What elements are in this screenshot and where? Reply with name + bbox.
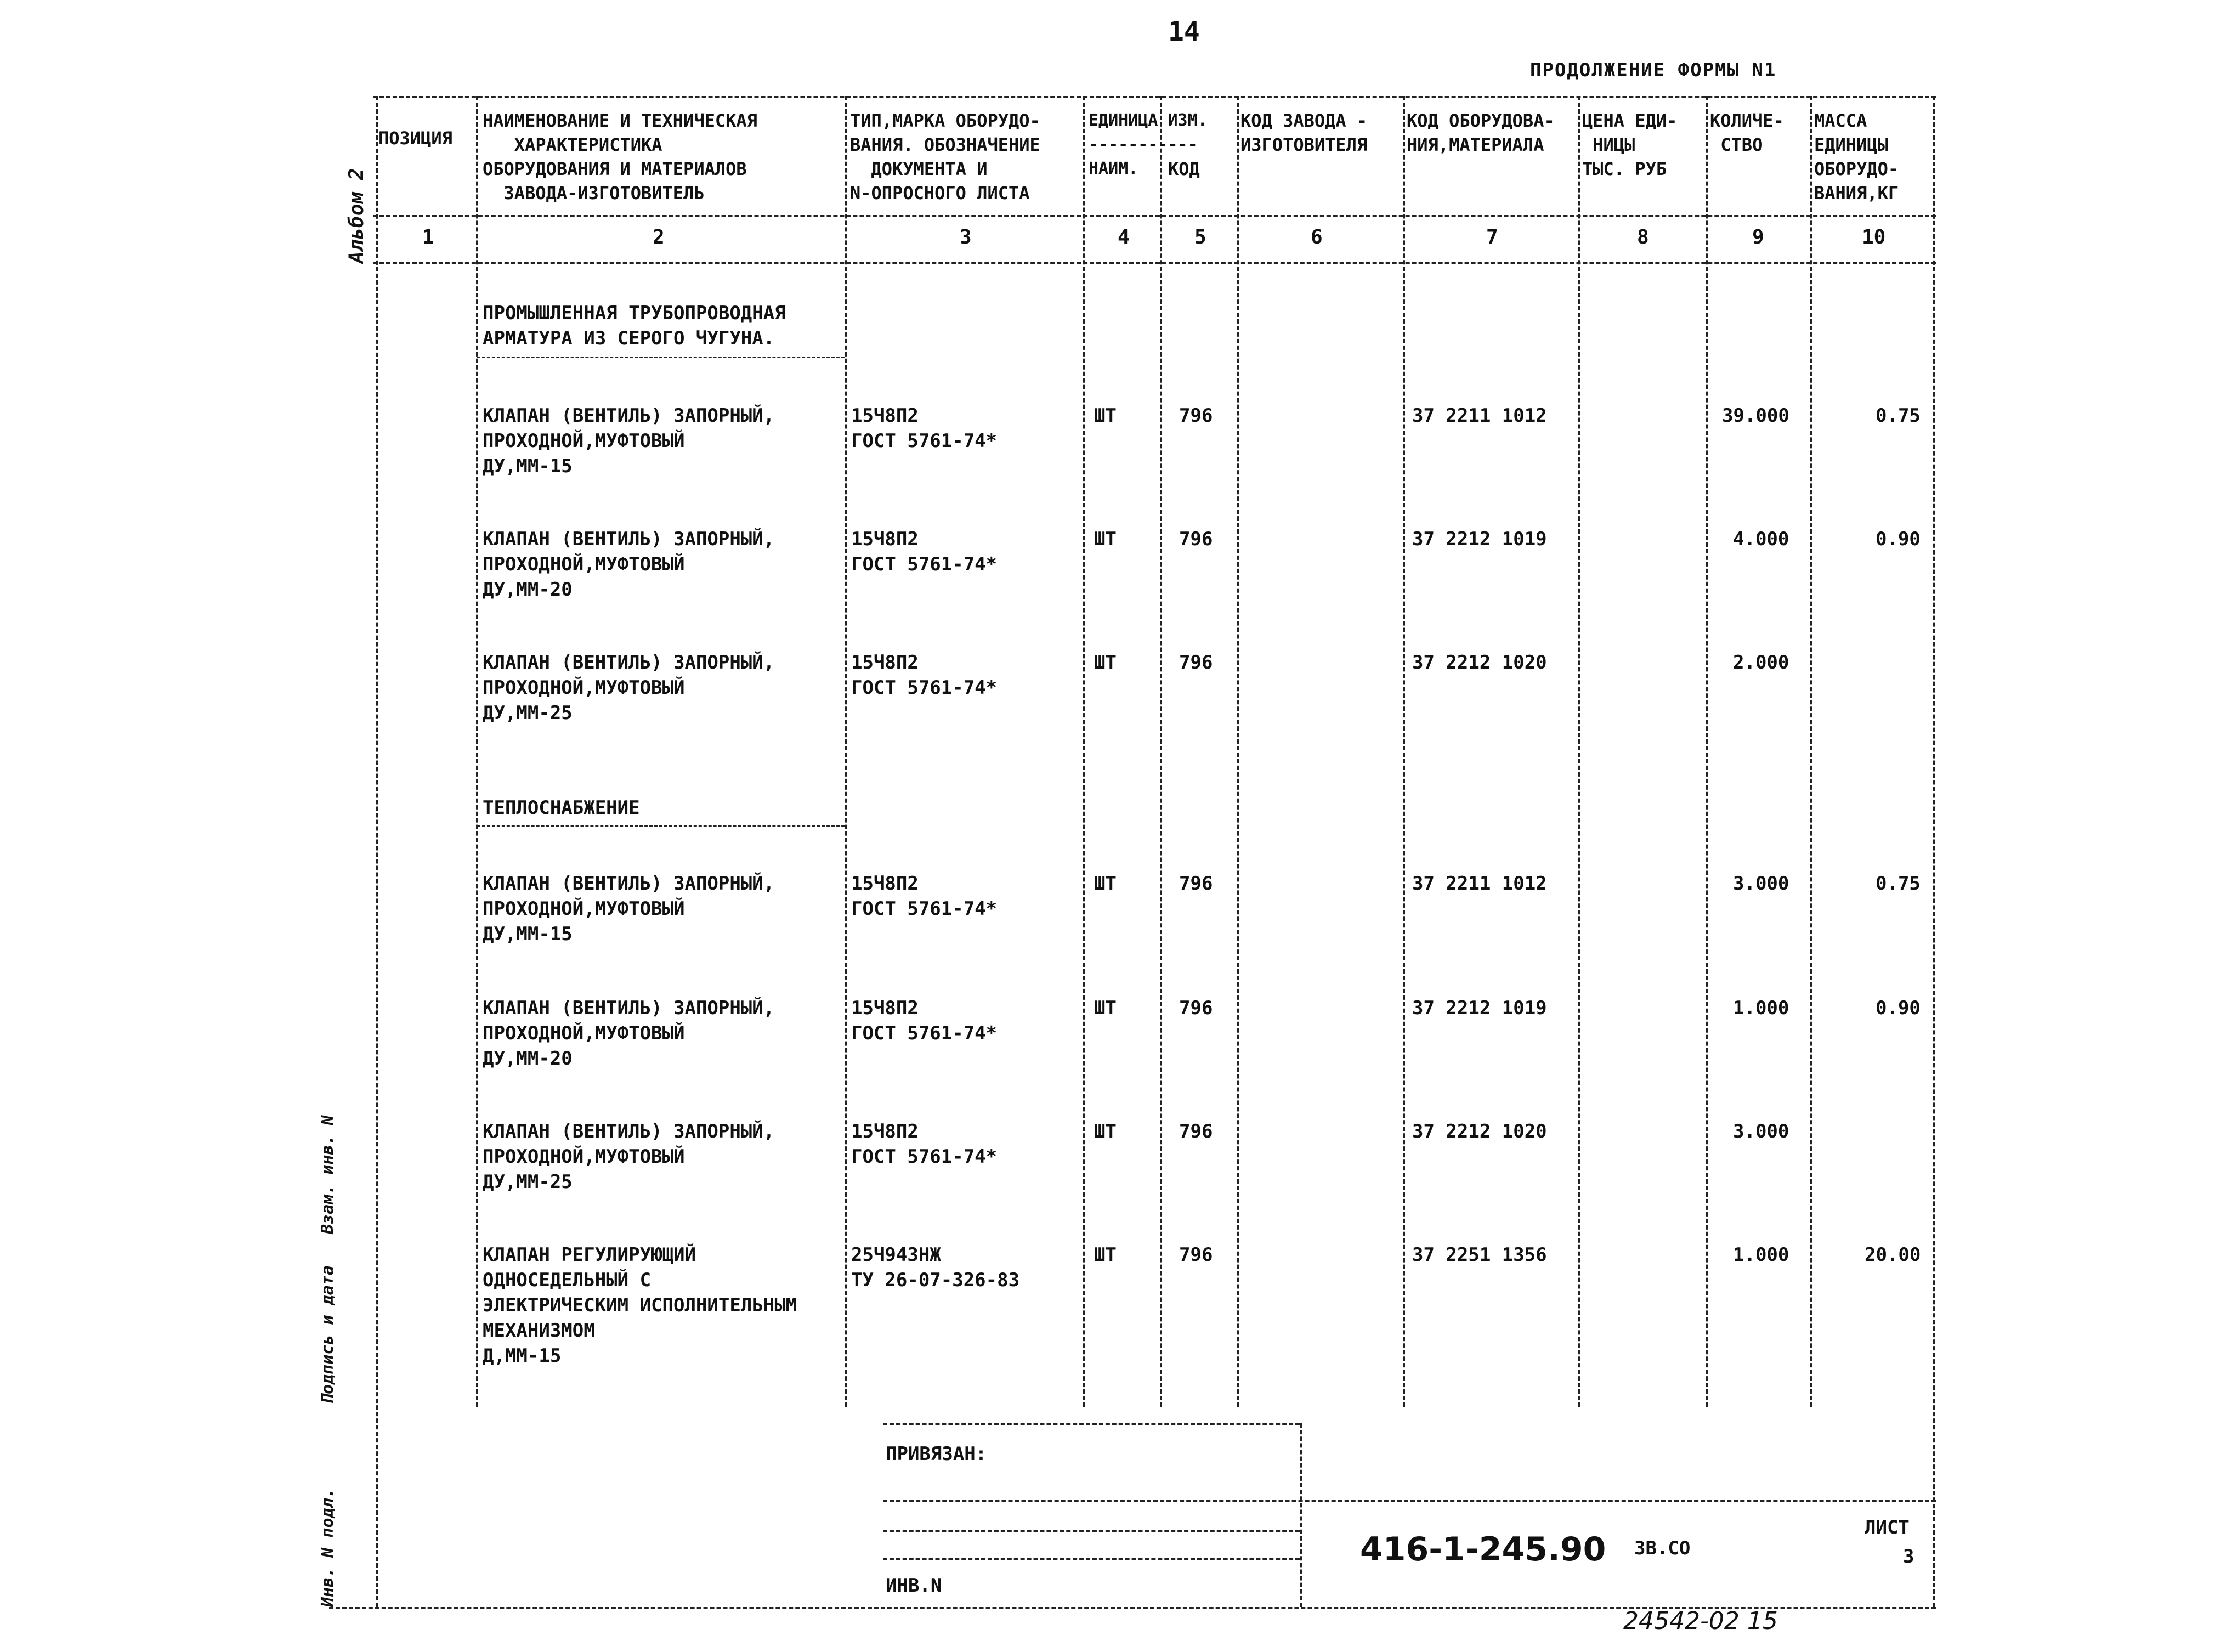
item-mass: 0.90 [1876,528,1921,550]
footer-divider [1300,1423,1302,1607]
side-label-inv-podl: Инв. N подл. [318,1488,337,1607]
col-num-8: 8 [1637,226,1649,248]
col-header-3: ТИП,МАРКА ОБОРУДО- ВАНИЯ. ОБОЗНАЧЕНИЕ ДОКУМЕНТА И N-ОПРОСНОГО ЛИСТА [850,110,1040,203]
col-header-8: ЦЕНА ЕДИ- НИЦЫ ТЫС. РУБ [1582,110,1678,179]
item-unit-code: 796 [1179,405,1213,427]
col-num-6: 6 [1311,226,1323,248]
item-code: 37 2212 1019 [1412,997,1547,1019]
item-name: КЛАПАН РЕГУЛИРУЮЩИЙ ОДНОСЕДЕЛЬНЫЙ С ЭЛЕКТРИЧЕСКИМ ИСПОЛНИТЕЛЬНЫМ МЕХАНИЗМОМ Д,ММ-15 [483,1244,797,1367]
item-qty: 1.000 [1733,997,1789,1019]
item-name: КЛАПАН (ВЕНТИЛЬ) ЗАПОРНЫЙ, ПРОХОДНОЙ,МУФТОВЫЙ ДУ,ММ-15 [483,873,775,945]
item-qty: 4.000 [1733,528,1789,550]
item-unit: ШТ [1094,528,1117,550]
col-divider-10 [1933,96,1935,1607]
item-code: 37 2211 1012 [1412,405,1547,427]
section-title: ПРОМЫШЛЕННАЯ ТРУБОПРОВОДНАЯ АРМАТУРА ИЗ СЕРОГО ЧУГУНА. [483,302,786,349]
col-divider-0 [376,96,378,1607]
item-unit: ШТ [1094,997,1117,1019]
header-rule [373,215,1936,217]
bound-label: ПРИВЯЗАН: [886,1443,987,1465]
item-unit: ШТ [1094,405,1117,427]
col-header-10: МАССА ЕДИНИЦЫ ОБОРУДО- ВАНИЯ,КГ [1814,110,1899,203]
item-unit-code: 796 [1179,997,1213,1019]
footer-rule-2 [883,1530,1300,1532]
numbers-rule [373,262,1936,264]
col-divider-5 [1237,96,1239,1407]
col-num-1: 1 [422,226,434,248]
item-mass: 0.90 [1876,997,1921,1019]
doc-suffix: ЗВ.СО [1634,1537,1691,1559]
side-label-vzam: Взам. инв. N [318,1115,337,1234]
item-name: КЛАПАН (ВЕНТИЛЬ) ЗАПОРНЫЙ, ПРОХОДНОЙ,МУФТОВЫЙ ДУ,ММ-20 [483,997,775,1070]
col-divider-9 [1810,96,1812,1407]
table-top-rule [373,96,1936,98]
item-code: 37 2251 1356 [1412,1244,1547,1266]
item-qty: 3.000 [1733,1121,1789,1142]
col-divider-1 [476,96,478,1407]
col-num-9: 9 [1752,226,1764,248]
item-code: 37 2212 1020 [1412,652,1547,674]
col-divider-2 [845,96,847,1407]
sheet-label: ЛИСТ [1865,1517,1910,1538]
section-title: ТЕПЛОСНАБЖЕНИЕ [483,797,640,819]
item-qty: 1.000 [1733,1244,1789,1266]
item-unit-code: 796 [1179,652,1213,674]
item-unit-code: 796 [1179,1121,1213,1142]
item-unit-code: 796 [1179,1244,1213,1266]
col-num-10: 10 [1862,226,1886,248]
item-unit-code: 796 [1179,873,1213,895]
item-name: КЛАПАН (ВЕНТИЛЬ) ЗАПОРНЫЙ, ПРОХОДНОЙ,МУФТОВЫЙ ДУ,ММ-25 [483,1121,775,1193]
item-unit: ШТ [1094,652,1117,674]
item-unit: ШТ [1094,1244,1117,1266]
sheet-value: 3 [1903,1546,1914,1568]
item-mass: 0.75 [1876,873,1921,895]
stamp-number: 24542-02 15 [1623,1607,1778,1635]
item-unit: ШТ [1094,873,1117,895]
inv-label: ИНВ.N [886,1575,942,1597]
doc-code: 416-1-245.90 [1360,1530,1606,1569]
footer-rule-top [883,1423,1300,1425]
item-code: 37 2212 1019 [1412,528,1547,550]
item-type: 15Ч8П2 ГОСТ 5761-74* [851,652,998,699]
item-code: 37 2212 1020 [1412,1121,1547,1142]
item-type: 15Ч8П2 ГОСТ 5761-74* [851,1121,998,1168]
item-qty: 3.000 [1733,873,1789,895]
item-unit: ШТ [1094,1121,1117,1142]
col-header-2: НАИМЕНОВАНИЕ И ТЕХНИЧЕСКАЯ ХАРАКТЕРИСТИКА ОБОРУДОВАНИЯ И МАТЕРИАЛОВ ЗАВОДА-ИЗГОТОВИТЕЛЬ [483,110,757,203]
col-num-3: 3 [960,226,972,248]
item-name: КЛАПАН (ВЕНТИЛЬ) ЗАПОРНЫЙ, ПРОХОДНОЙ,МУФТОВЫЙ ДУ,ММ-20 [483,528,775,601]
item-unit-code: 796 [1179,528,1213,550]
col-header-1: ПОЗИЦИЯ [378,128,452,149]
section-underline [477,357,845,358]
item-type: 15Ч8П2 ГОСТ 5761-74* [851,997,998,1044]
album-label: Альбом 2 [345,168,368,263]
item-code: 37 2211 1012 [1412,873,1547,895]
item-type: 15Ч8П2 ГОСТ 5761-74* [851,873,998,920]
col-header-7: КОД ОБОРУДОВА- НИЯ,МАТЕРИАЛА [1407,110,1555,155]
item-mass: 20.00 [1865,1244,1921,1266]
col-num-7: 7 [1486,226,1498,248]
side-label-podpis: Подпись и дата [318,1265,337,1404]
footer-rule-3 [883,1558,1300,1560]
page-number: 14 [1168,16,1200,47]
item-qty: 2.000 [1733,652,1789,674]
col-num-2: 2 [653,226,665,248]
col-num-5: 5 [1194,226,1206,248]
col-divider-4 [1160,96,1162,1407]
item-type: 15Ч8П2 ГОСТ 5761-74* [851,405,998,452]
section-underline [477,825,845,827]
item-qty: 39.000 [1722,405,1789,427]
item-name: КЛАПАН (ВЕНТИЛЬ) ЗАПОРНЫЙ, ПРОХОДНОЙ,МУФТОВЫЙ ДУ,ММ-15 [483,405,775,477]
col-header-4: ЕДИНИЦА ИЗМ. ----------- НАИМ. [1089,111,1208,178]
item-type: 15Ч8П2 ГОСТ 5761-74* [851,528,998,575]
col-divider-3 [1083,96,1085,1407]
col-divider-6 [1403,96,1405,1407]
col-header-9: КОЛИЧЕ- СТВО [1710,110,1784,155]
col-divider-7 [1578,96,1580,1407]
item-mass: 0.75 [1876,405,1921,427]
item-name: КЛАПАН (ВЕНТИЛЬ) ЗАПОРНЫЙ, ПРОХОДНОЙ,МУФТОВЫЙ ДУ,ММ-25 [483,652,775,724]
col-divider-8 [1706,96,1708,1407]
col-num-4: 4 [1118,226,1130,248]
col-header-5: КОД [1168,159,1200,179]
item-type: 25Ч943НЖ ТУ 26-07-326-83 [851,1244,1020,1291]
footer-rule-1 [883,1500,1936,1502]
appendix-title: ПРОДОЛЖЕНИЕ ФОРМЫ N1 [1530,59,1777,81]
col-header-6: КОД ЗАВОДА - ИЗГОТОВИТЕЛЯ [1240,110,1368,155]
